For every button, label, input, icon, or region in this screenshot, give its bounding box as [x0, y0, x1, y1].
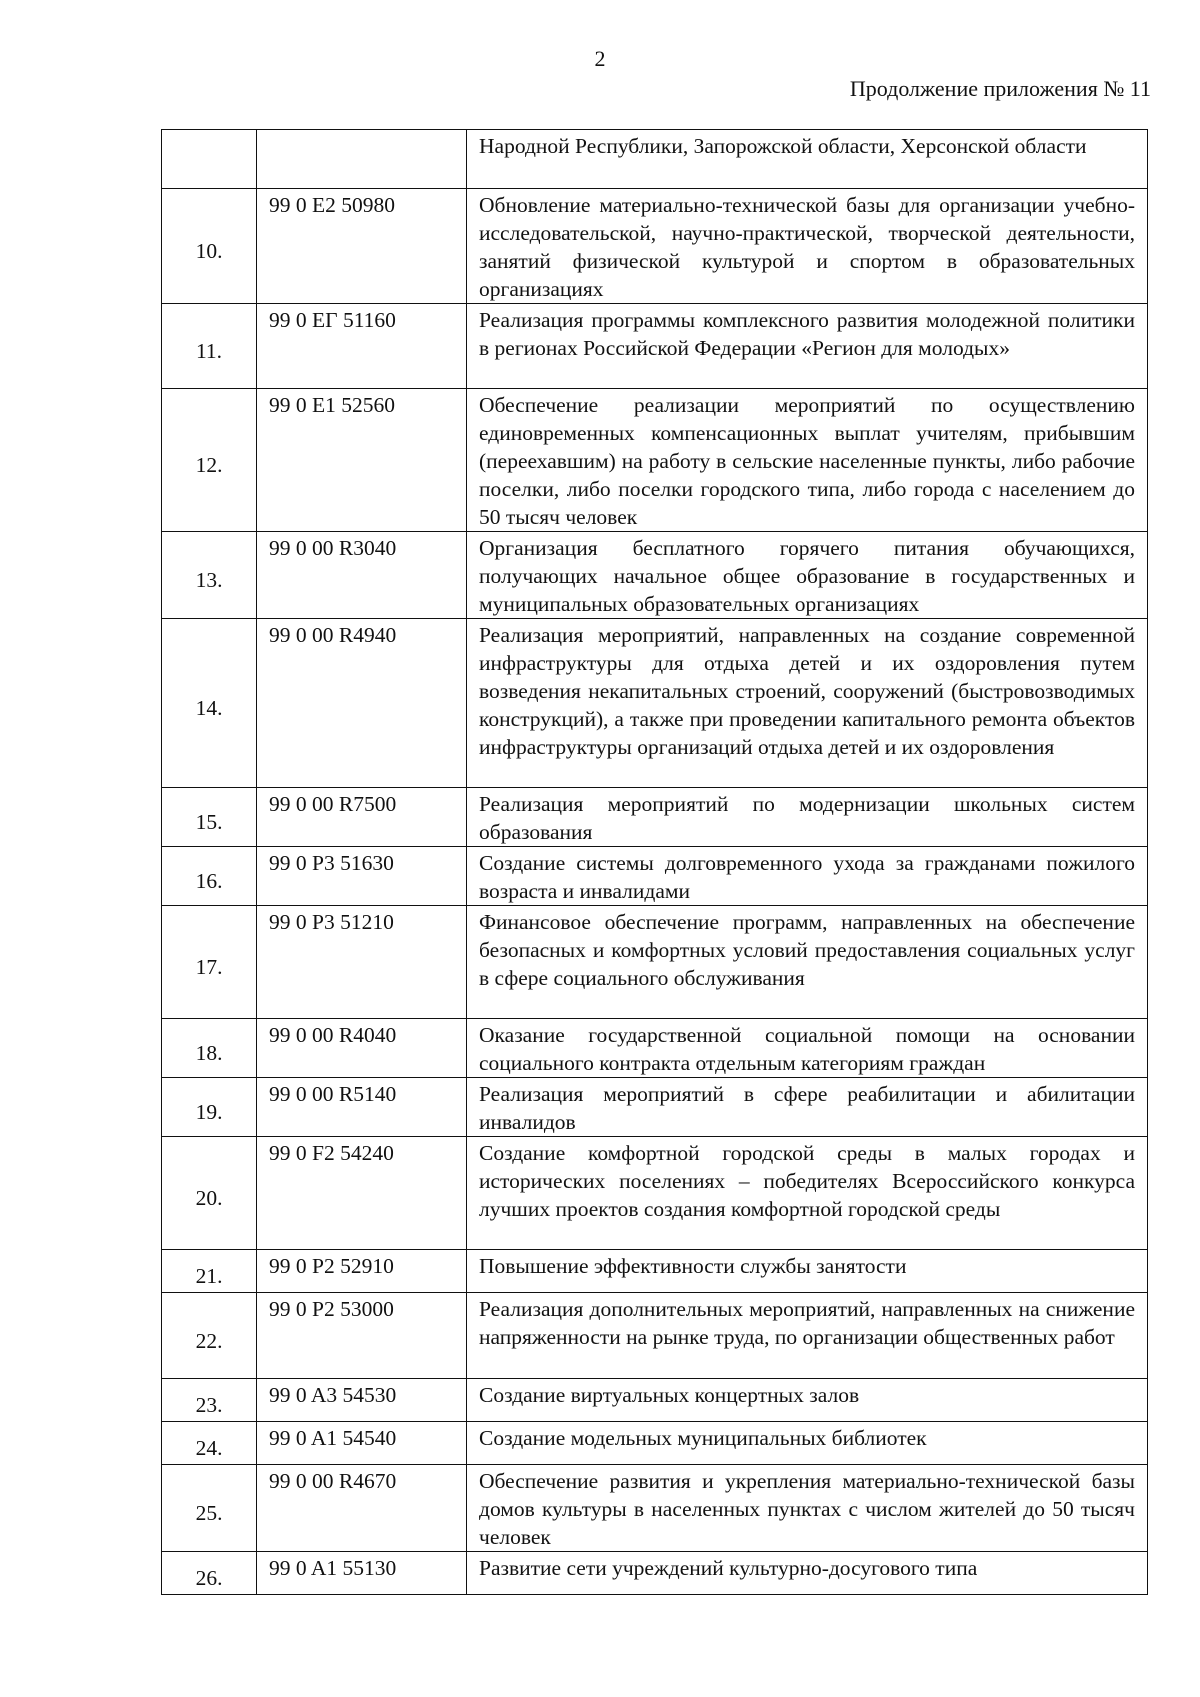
table-row	[162, 1379, 1148, 1422]
budget-code	[257, 130, 467, 189]
table-row	[162, 1465, 1148, 1552]
item-description: Реализация программы комплексного развития молодежной политики в регионах Российской Федерации «Регион для молодых»	[467, 304, 1148, 389]
budget-code: 99 0 A1 55130	[257, 1552, 467, 1595]
row-number: 14.	[162, 619, 257, 788]
item-description: Повышение эффективности службы занятости	[467, 1250, 1148, 1293]
row-number: 20.	[162, 1137, 257, 1250]
table-row	[162, 619, 1148, 788]
table-row	[162, 1293, 1148, 1379]
item-description: Организация бесплатного горячего питания обучающихся, получающих начальное общее образование в государственных и муниципальных образовательных организациях	[467, 532, 1148, 619]
budget-code: 99 0 00 R3040	[257, 532, 467, 619]
item-description: Реализация мероприятий, направленных на создание современной инфраструктуры для отдыха детей и их оздоровления путем возведения некапитальных строений, сооружений (быстровозводимых конструкций), а также при проведении капитального ремонта объектов инфраструктуры организаций отдыха детей и их оздоровления	[467, 619, 1148, 788]
item-description: Создание виртуальных концертных залов	[467, 1379, 1148, 1422]
table-row	[162, 130, 1148, 189]
row-number: 21.	[162, 1250, 257, 1293]
table-row	[162, 1422, 1148, 1465]
budget-code: 99 0 EГ 51160	[257, 304, 467, 389]
table-row	[162, 1552, 1148, 1595]
item-description: Обеспечение развития и укрепления материально-технической базы домов культуры в населенных пунктах с числом жителей до 50 тысяч человек	[467, 1465, 1148, 1552]
item-description: Создание комфортной городской среды в малых городах и исторических поселениях – победителях Всероссийского конкурса лучших проектов создания комфортной городской среды	[467, 1137, 1148, 1250]
budget-code: 99 0 P3 51210	[257, 906, 467, 1019]
item-description: Развитие сети учреждений культурно-досугового типа	[467, 1552, 1148, 1595]
row-number	[162, 130, 257, 189]
budget-code: 99 0 00 R4940	[257, 619, 467, 788]
budget-code: 99 0 00 R7500	[257, 788, 467, 847]
budget-code: 99 0 00 R4040	[257, 1019, 467, 1078]
budget-code: 99 0 E2 50980	[257, 189, 467, 304]
item-description: Обновление материально-технической базы для организации учебно-исследовательской, научно-практической, творческой деятельности, занятий физической культурой и спортом в образовательных организациях	[467, 189, 1148, 304]
budget-code: 99 0 P2 53000	[257, 1293, 467, 1379]
budget-items-table	[161, 129, 1148, 1595]
row-number: 18.	[162, 1019, 257, 1078]
budget-code: 99 0 A3 54530	[257, 1379, 467, 1422]
budget-code: 99 0 00 R5140	[257, 1078, 467, 1137]
table-row	[162, 532, 1148, 619]
budget-code: 99 0 A1 54540	[257, 1422, 467, 1465]
item-description: Реализация мероприятий по модернизации школьных систем образования	[467, 788, 1148, 847]
table-row	[162, 1250, 1148, 1293]
table-row	[162, 189, 1148, 304]
item-description: Обеспечение реализации мероприятий по осуществлению единовременных компенсационных выплат учителям, прибывшим (переехавшим) на работу в сельские населенные пункты, либо рабочие поселки, либо поселки городского типа, либо города с населением до 50 тысяч человек	[467, 389, 1148, 532]
row-number: 26.	[162, 1552, 257, 1595]
row-number: 13.	[162, 532, 257, 619]
item-description: Реализация мероприятий в сфере реабилитации и абилитации инвалидов	[467, 1078, 1148, 1137]
budget-code: 99 0 00 R4670	[257, 1465, 467, 1552]
table-row	[162, 1137, 1148, 1250]
row-number: 24.	[162, 1422, 257, 1465]
table-row	[162, 1019, 1148, 1078]
table-row	[162, 389, 1148, 532]
page-number: 2	[594, 46, 606, 71]
table-row	[162, 906, 1148, 1019]
item-description: Реализация дополнительных мероприятий, направленных на снижение напряженности на рынке труда, по организации общественных работ	[467, 1293, 1148, 1379]
table-row	[162, 304, 1148, 389]
row-number: 10.	[162, 189, 257, 304]
table-row	[162, 1078, 1148, 1137]
row-number: 25.	[162, 1465, 257, 1552]
table-row	[162, 847, 1148, 906]
budget-code: 99 0 P3 51630	[257, 847, 467, 906]
table-body	[162, 130, 1148, 1595]
row-number: 12.	[162, 389, 257, 532]
item-description: Создание системы долговременного ухода за гражданами пожилого возраста и инвалидами	[467, 847, 1148, 906]
budget-code: 99 0 P2 52910	[257, 1250, 467, 1293]
budget-code: 99 0 F2 54240	[257, 1137, 467, 1250]
item-description: Оказание государственной социальной помощи на основании социального контракта отдельным категориям граждан	[467, 1019, 1148, 1078]
row-number: 17.	[162, 906, 257, 1019]
table-row	[162, 788, 1148, 847]
item-description: Народной Республики, Запорожской области, Херсонской области	[467, 130, 1148, 189]
item-description: Финансовое обеспечение программ, направленных на обеспечение безопасных и комфортных условий предоставления социальных услуг в сфере социального обслуживания	[467, 906, 1148, 1019]
budget-code: 99 0 E1 52560	[257, 389, 467, 532]
row-number: 16.	[162, 847, 257, 906]
appendix-continuation-title: Продолжение приложения № 11	[849, 76, 1151, 101]
row-number: 15.	[162, 788, 257, 847]
row-number: 19.	[162, 1078, 257, 1137]
row-number: 11.	[162, 304, 257, 389]
row-number: 23.	[162, 1379, 257, 1422]
item-description: Создание модельных муниципальных библиотек	[467, 1422, 1148, 1465]
row-number: 22.	[162, 1293, 257, 1379]
